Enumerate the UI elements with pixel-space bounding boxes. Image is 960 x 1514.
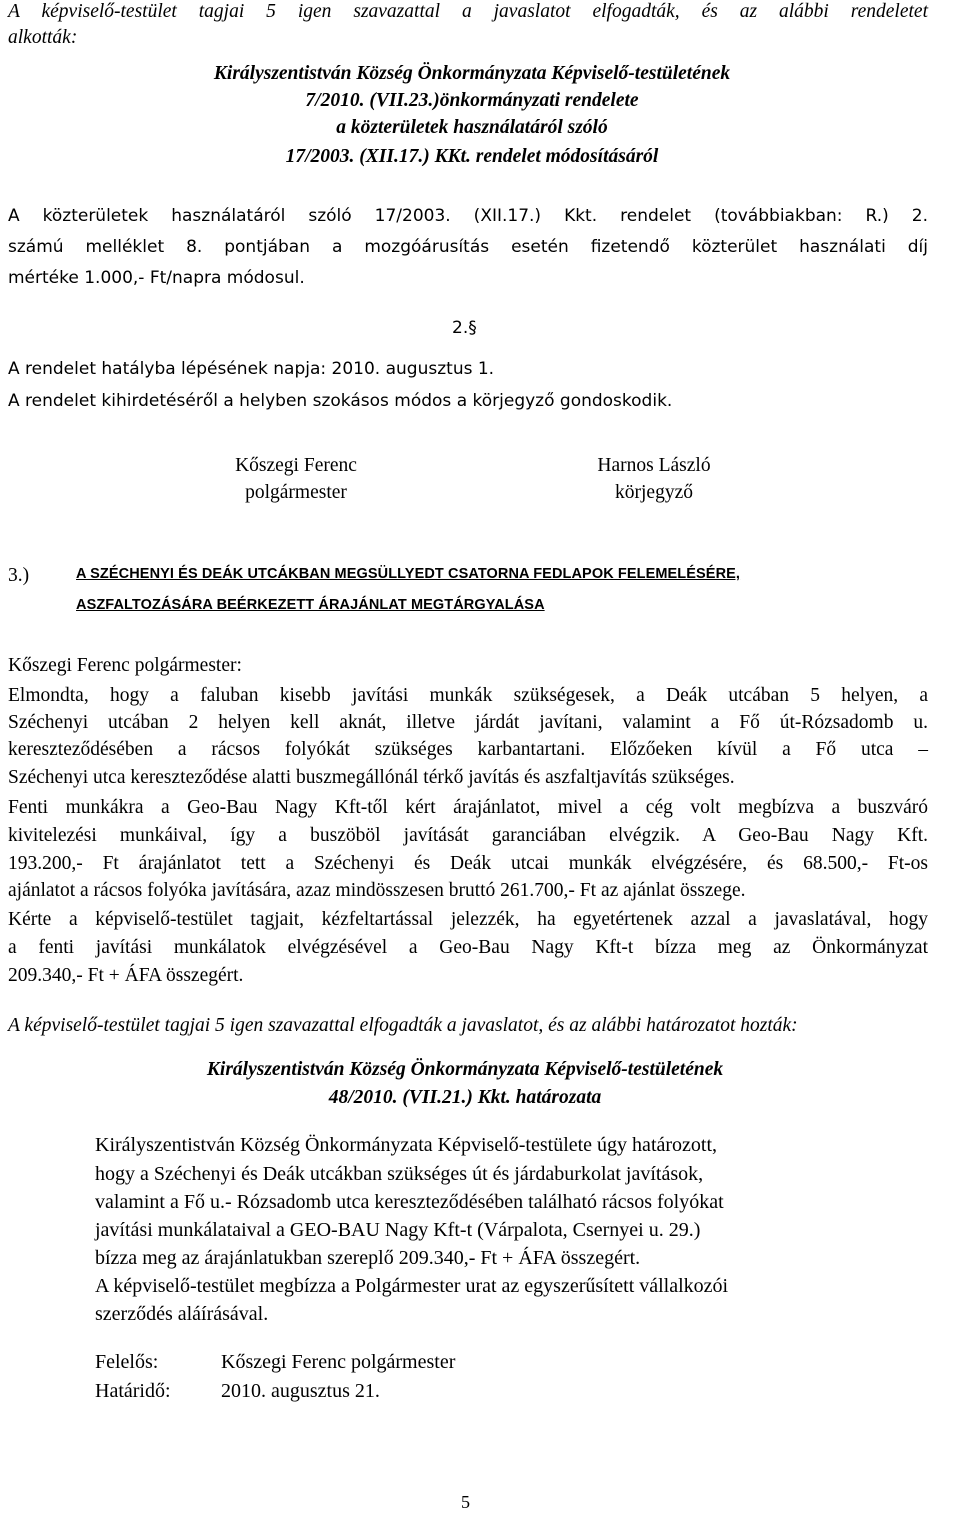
resolution-line-5: bízza meg az árajánlatukban szereplő 209.340,- Ft + ÁFA összegért. [95, 1247, 641, 1269]
deadline-value: 2010. augusztus 21. [221, 1380, 380, 1402]
responsible-label: Felelős: [95, 1351, 159, 1373]
body-line-5: Fenti munkákra a Geo-Bau Nagy Kft-től kért árajánlatot, mivel a cég volt megbízva a buszváró [8, 797, 928, 818]
intro-line-1: A képviselő-testület tagjai 5 igen szavazattal a javaslatot elfogadták, és az alábbi rendeletet [8, 1, 928, 22]
mayor-name: Kőszegi Ferenc [235, 455, 357, 476]
resolution-line-6: A képviselő-testület megbízza a Polgármester urat az egyszerűsített vállalkozói [95, 1275, 729, 1297]
decree-title-4: 17/2003. (XII.17.) KKt. rendelet módosításáról [285, 146, 659, 167]
deadline-label: Határidő: [95, 1380, 171, 1402]
decree-paragraph-line-1: A közterületek használatáról szóló 17/2003. (XII.17.) Kkt. rendelet (továbbiakban: R.) 2. [8, 206, 928, 226]
body-line-10: a fenti javítási munkálatok elvégzésével a Geo-Bau Nagy Kft-t bízza meg az Önkormányzat [8, 937, 928, 958]
decree-paragraph-line-2: számú melléklet 8. pontjában a mozgóárusítás esetén fizetendő közterület használati díj [8, 237, 928, 257]
resolution-line-1: Királyszentistván Község Önkormányzata Képviselő-testülete úgy határozott, [95, 1134, 718, 1156]
resolution-title-2: 48/2010. (VII.21.) Kkt. határozata [328, 1087, 602, 1108]
notary-title: körjegyző [615, 482, 693, 503]
resolution-title-1: Királyszentistván Község Önkormányzata Képviselő-testületének [206, 1059, 724, 1080]
agenda-item-heading-line-1: A SZÉCHENYI ÉS DEÁK UTCÁKBAN MEGSÜLLYEDT CSATORNA FEDLAPOK FELEMELÉSÉRE, [76, 566, 741, 582]
resolution-line-2: hogy a Széchenyi és Deák utcákban szükséges út és járdaburkolat javítások, [95, 1163, 704, 1185]
resolution-line-7: szerződés aláírásával. [95, 1303, 269, 1325]
body-line-7: 193.200,- Ft árajánlatot tett a Széchenyi és Deák utcai munkák elvégzésére, és 68.500,- Ft-os [8, 853, 928, 874]
section-number: 2.§ [452, 318, 477, 338]
effective-date-line: A rendelet hatályba lépésének napja: 2010. augusztus 1. [8, 359, 495, 379]
resolution-line-4: javítási munkálataival a GEO-BAU Nagy Kft-t (Várpalota, Csernyei u. 29.) [95, 1219, 701, 1241]
body-line-3: kereszteződésében a rácsos folyókát szükséges karbantartani. Előzőeken kívül a Fő utca – [8, 739, 928, 760]
page-number: 5 [461, 1492, 470, 1512]
body-line-9: Kérte a képviselő-testület tagjait, kézfeltartással jelezzék, ha egyetértenek azzal a javaslatával, hogy [8, 909, 928, 930]
resolution-line-3: valamint a Fő u.- Rózsadomb utca kereszteződésében található rácsos folyókat [95, 1191, 724, 1213]
decree-title-3: a közterületek használatáról szóló [336, 117, 608, 138]
signature-mayor [146, 452, 446, 506]
notary-name: Harnos László [597, 455, 711, 476]
mayor-title: polgármester [245, 482, 347, 503]
intro-line-2: alkották: [8, 27, 78, 48]
signature-notary [504, 452, 804, 506]
body-line-6: kivitelezési munkáival, így a buszöböl javítását garanciában elvégzik. A Geo-Bau Nagy Kft. [8, 825, 928, 846]
body-line-2: Széchenyi utcában 2 helyen kell aknát, illetve járdát javítani, valamint a Fő út-Rózsadomb u. [8, 712, 928, 733]
publication-line: A rendelet kihirdetéséről a helyben szokásos módos a körjegyző gondoskodik. [8, 391, 673, 411]
responsible-value: Kőszegi Ferenc polgármester [221, 1351, 456, 1373]
vote-statement: A képviselő-testület tagjai 5 igen szavazattal elfogadták a javaslatot, és az alábbi határozatot hozták: [8, 1015, 798, 1036]
body-line-11: 209.340,- Ft + ÁFA összegért. [8, 965, 244, 986]
decree-title-1: Királyszentistván Község Önkormányzata Képviselő-testületének [213, 63, 731, 84]
decree-paragraph-line-3: mértéke 1.000,- Ft/napra módosul. [8, 268, 305, 288]
agenda-item-heading-line-2: ASZFALTOZÁSÁRA BEÉRKEZETT ÁRAJÁNLAT MEGTÁRGYALÁSA [76, 597, 545, 613]
agenda-item-number: 3.) [8, 565, 30, 586]
body-line-1: Elmondta, hogy a faluban kisebb javítási munkák szükségesek, a Deák utcában 5 helyen, a [8, 685, 928, 706]
body-line-8: ajánlatot a rácsos folyóka javítására, azaz mindösszesen bruttó 261.700,- Ft az ajánlat összege. [8, 880, 746, 901]
decree-title-2: 7/2010. (VII.23.)önkormányzati rendelete [305, 90, 639, 111]
body-line-4: Széchenyi utca kereszteződése alatti buszmegállónál térkő javítás és aszfaltjavítás szükséges. [8, 767, 735, 788]
speaker-label: Kőszegi Ferenc polgármester: [8, 655, 242, 676]
